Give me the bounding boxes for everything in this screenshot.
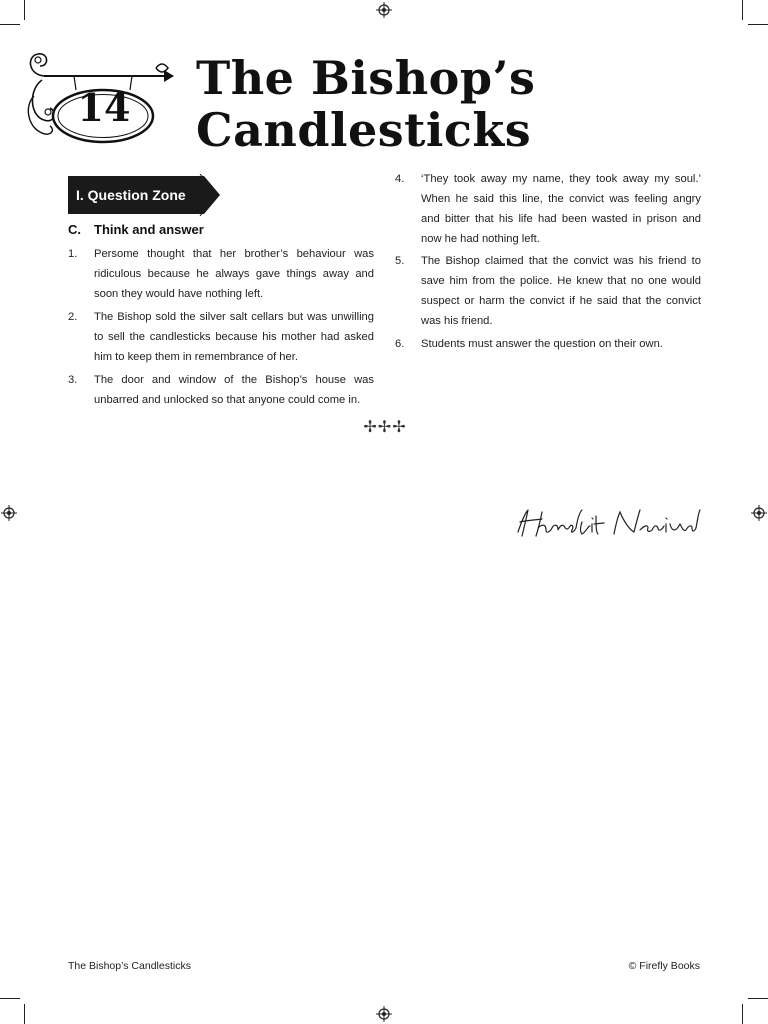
answer-item: [68, 370, 374, 412]
section-title: I. Question Zone: [76, 187, 186, 203]
footer-publisher: © Firefly Books: [628, 960, 700, 972]
registration-mark-icon: [751, 505, 767, 521]
footer-chapter-title: The Bishop’s Candlesticks: [68, 960, 191, 972]
answer-number: 2.: [68, 311, 78, 323]
answer-number: 4.: [395, 173, 405, 185]
answer-text: Persome thought that her brother’s behaviour was ridiculous because he always gave things away and soon they would have nothing left.: [94, 248, 374, 300]
answer-item: [68, 244, 374, 306]
subsection-heading: [68, 220, 204, 240]
answer-number: 6.: [395, 338, 405, 350]
chapter-title-line: Candlesticks: [196, 103, 532, 157]
handwritten-signature: [512, 502, 702, 542]
answer-item: [395, 334, 701, 356]
registration-mark-icon: [376, 2, 392, 18]
answer-text: The Bishop sold the silver salt cellars but was unwilling to sell the candlesticks because his mother had asked him to keep them in remembrance of her.: [94, 311, 374, 363]
crop-mark: [24, 0, 25, 20]
subsection-title: Think and answer: [94, 222, 204, 237]
registration-mark-icon: [1, 505, 17, 521]
answer-number: 5.: [395, 255, 405, 267]
registration-mark-icon: [376, 1006, 392, 1022]
crop-mark: [742, 1004, 743, 1024]
crop-mark: [0, 24, 20, 25]
chapter-title-line: The Bishop’s: [196, 51, 536, 105]
answer-number: 3.: [68, 374, 78, 386]
answer-number: 1.: [68, 248, 78, 260]
answer-item: [68, 307, 374, 369]
answer-text: The door and window of the Bishop’s house was unbarred and unlocked so that anyone could come in.: [94, 374, 374, 406]
answer-item: [395, 251, 701, 333]
answer-text: The Bishop claimed that the convict was his friend to save him from the police. He knew that no one would suspect or harm the convict if he said that the convict was his friend.: [421, 255, 701, 327]
chapter-number: 14: [77, 85, 131, 130]
answer-item: [395, 169, 701, 251]
answer-text: ‘They took away my name, they took away my soul.’ When he said this line, the convict was feeling angry and bitter that his life had been wasted in prison and now he had nothing left.: [421, 173, 701, 245]
crop-mark: [748, 24, 768, 25]
subsection-letter: C.: [68, 222, 81, 237]
section-divider-icon: ✢✢✢: [363, 419, 407, 436]
chapter-title: [196, 52, 616, 156]
crop-mark: [742, 0, 743, 20]
crop-mark: [748, 998, 768, 999]
answer-text: Students must answer the question on their own.: [421, 338, 663, 350]
crop-mark: [0, 998, 20, 999]
crop-mark: [24, 1004, 25, 1024]
